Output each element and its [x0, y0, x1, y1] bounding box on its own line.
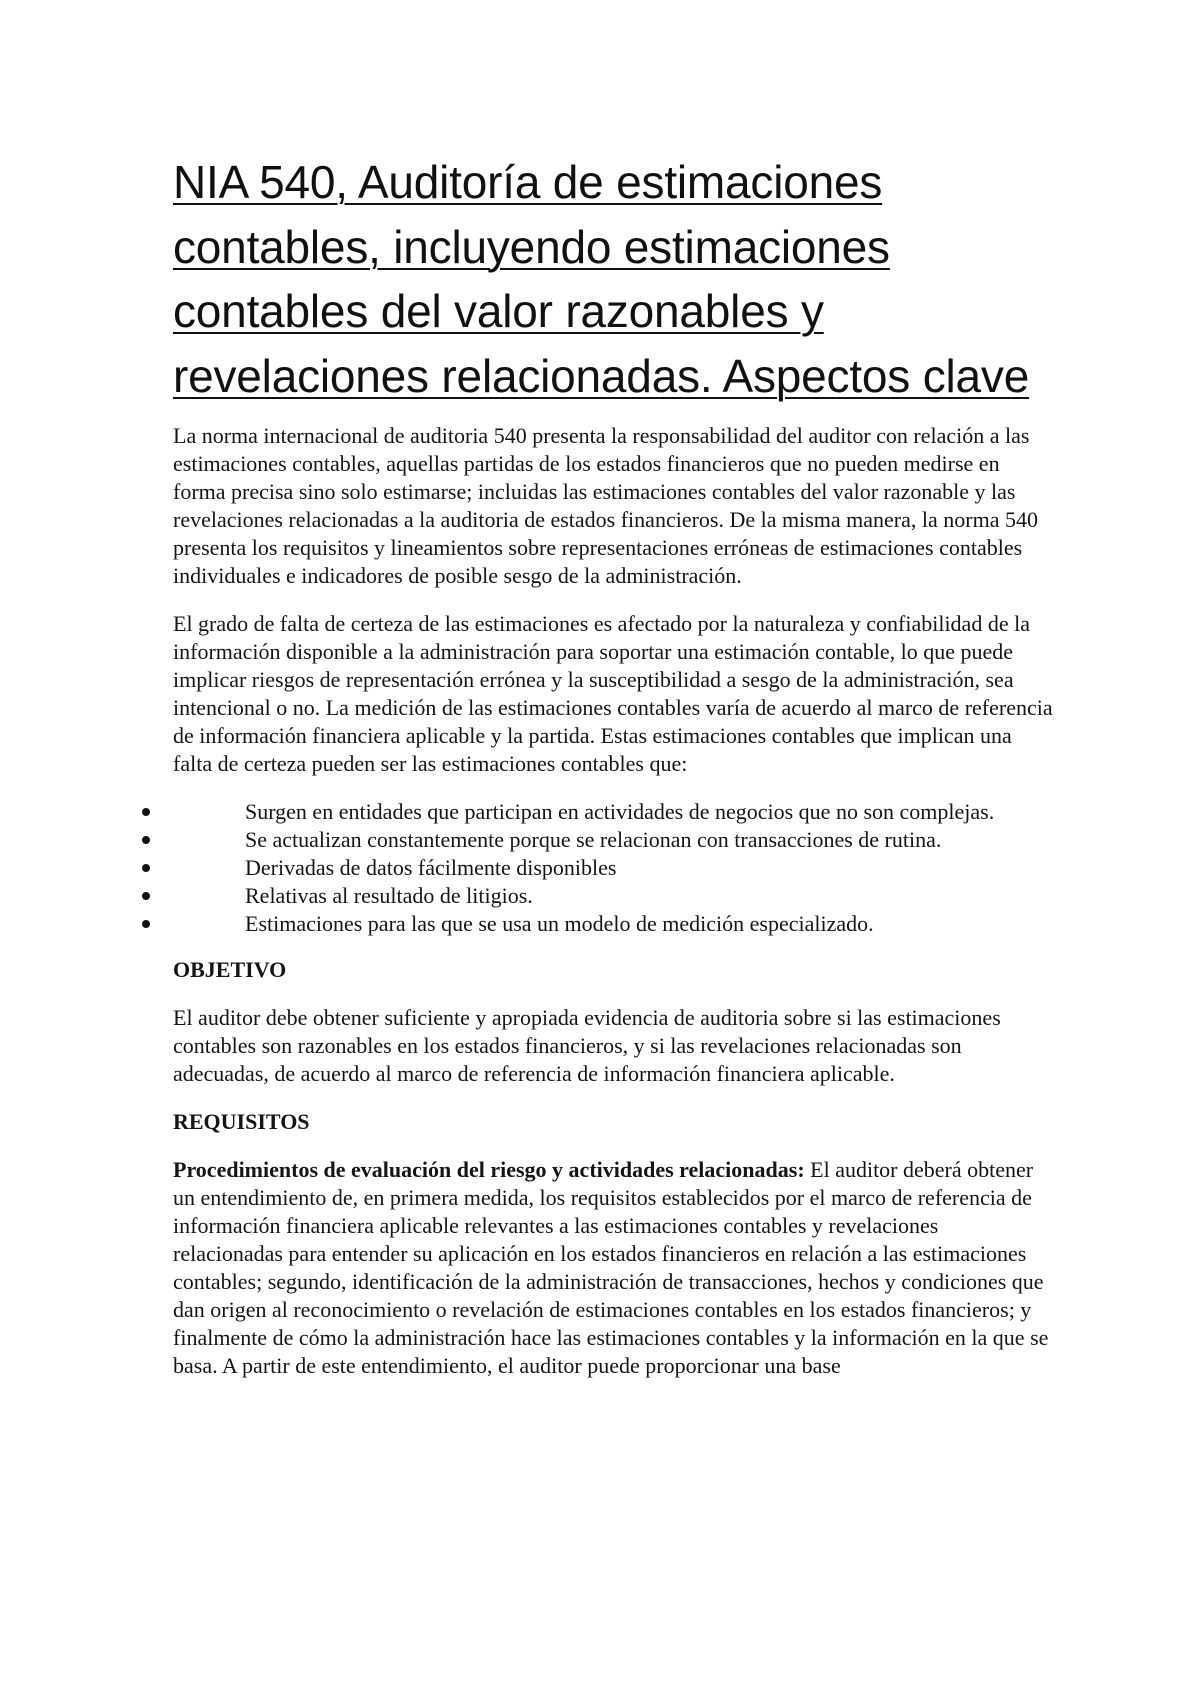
bullet-icon — [142, 836, 150, 844]
bullet-text: Se actualizan constantemente porque se relacionan con transacciones de rutina. — [245, 827, 942, 852]
paragraph-uncertainty: El grado de falta de certeza de las estimaciones es afectado por la naturaleza y confiabilidad de la información disponible a la administración para soportar una estimación contable, lo que puede implicar riesgos de representación errónea y la susceptibilidad a sesgo de la administración, sea intencional o no. La medición de las estimaciones contables varía de acuerdo al marco de referencia de información financiera aplicable y la partida. Estas estimaciones contables que implican una falta de certeza pueden ser las estimaciones contables que: — [173, 611, 1053, 776]
bullet-text: Estimaciones para las que se usa un modelo de medición especializado. — [245, 911, 874, 936]
requisitos-text: El auditor deberá obtener un entendimiento de, en primera medida, los requisitos establecidos por el marco de referencia de información financiera aplicable relevantes a las estimaciones contables y revelaciones relacionadas para entender su aplicación en los estados financieros en relación a las estimaciones contables; segundo, identificación de la administración de transacciones, hechos y condiciones que dan origen al reconocimiento o revelación de estimaciones contables en los estados financieros; y finalmente de cómo la administración hace las estimaciones contables y la información en la que se basa. A partir de este entendimiento, el auditor puede proporcionar una base — [173, 1157, 1049, 1378]
bullet-icon — [142, 864, 150, 872]
document-content — [173, 150, 1053, 1400]
bullet-icon — [142, 808, 150, 816]
bullet-text: Surgen en entidades que participan en actividades de negocios que no son complejas. — [245, 799, 995, 824]
bullet-item — [173, 854, 1053, 882]
heading-requisitos: REQUISITOS — [173, 1109, 310, 1134]
paragraph-intro: La norma internacional de auditoria 540 presenta la responsabilidad del auditor con relación a las estimaciones contables, aquellas partidas de los estados financieros que no pueden medirse en forma precisa sino solo estimarse; incluidas las estimaciones contables del valor razonable y las revelaciones relacionadas a la auditoria de estados financieros. De la misma manera, la norma 540 presenta los requisitos y lineamientos sobre representaciones erróneas de estimaciones contables individuales e indicadores de posible sesgo de la administración. — [173, 423, 1038, 588]
bullet-text: Derivadas de datos fácilmente disponibles — [245, 855, 617, 880]
document-title: NIA 540, Auditoría de estimaciones contables, incluyendo estimaciones contables del valor razonables y revelaciones relacionadas. Aspectos clave — [173, 156, 1030, 402]
paragraph-requisitos — [173, 1156, 1053, 1380]
bullet-item — [173, 826, 1053, 854]
requisitos-lead: Procedimientos de evaluación del riesgo y actividades relacionadas: — [173, 1157, 805, 1182]
paragraph-objetivo: El auditor debe obtener suficiente y apropiada evidencia de auditoria sobre si las estimaciones contables son razonables en los estados financieros, y si las revelaciones relacionadas son adecuadas, de acuerdo al marco de referencia de información financiera aplicable. — [173, 1005, 1001, 1086]
estimates-bullet-list — [173, 798, 1053, 938]
bullet-item — [173, 910, 1053, 938]
bullet-icon — [142, 892, 150, 900]
bullet-text: Relativas al resultado de litigios. — [245, 883, 533, 908]
bullet-icon — [142, 920, 150, 928]
heading-objetivo: OBJETIVO — [173, 957, 287, 982]
bullet-item — [173, 882, 1053, 910]
bullet-item — [173, 798, 1053, 826]
